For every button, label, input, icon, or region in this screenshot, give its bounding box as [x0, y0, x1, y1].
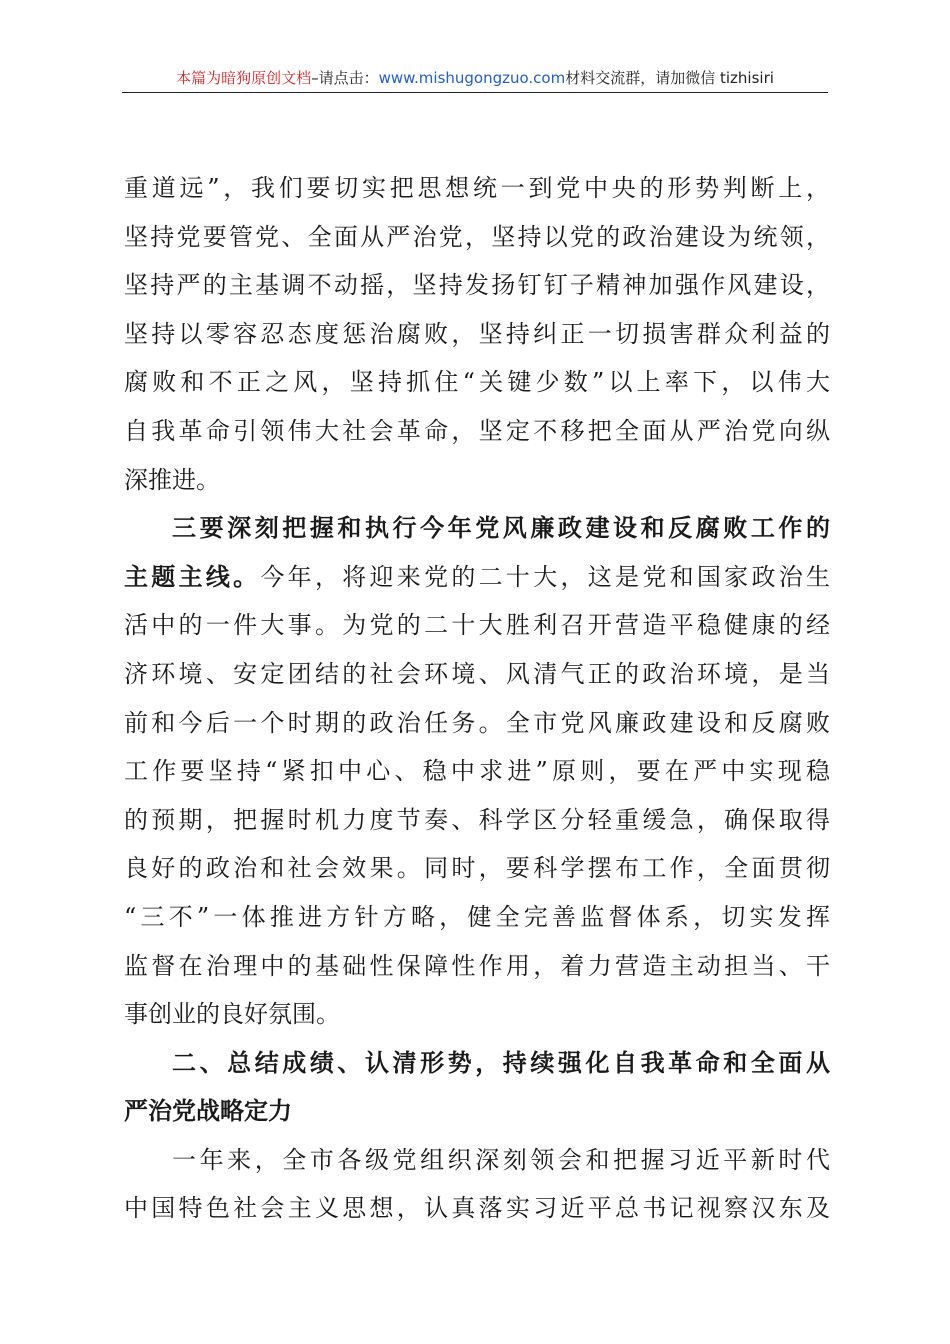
section3-heading: 三要深刻把握和执行今年党风廉政建设和反腐败工作的 — [172, 514, 830, 543]
header-original-notice: 本篇为暗狗原创文档 — [176, 69, 312, 87]
part2-heading: 二、总结成绩、认清形势，持续强化自我革命和全面从 — [172, 1048, 830, 1077]
body-line: 事创业的良好氛围。 — [124, 1000, 340, 1029]
body-line: 坚持严的主基调不动摇，坚持发扬钉钉子精神加强作风建设， — [124, 271, 830, 300]
body-line: 活中的一件大事。为党的二十大胜利召开营造平稳健康的经 — [124, 611, 830, 640]
body-line: 的预期，把握时机力度节奏、科学区分轻重缓急，确保取得 — [124, 805, 830, 834]
part2-heading-continued: 严治党战略定力 — [124, 1097, 292, 1126]
body-line: 腐败和不正之风，坚持抓住“关键少数”以上率下，以伟大 — [124, 368, 830, 397]
header-wechat-note: 材料交流群，请加微信 tizhisiri — [565, 69, 774, 87]
body-line: 中国特色社会主义思想，认真落实习近平总书记视察汉东及 — [124, 1194, 830, 1223]
header-divider — [122, 92, 828, 93]
body-line: 工作要坚持“紧扣中心、稳中求进”原则，要在严中实现稳 — [124, 757, 830, 786]
body-line: “三不”一体推进方针方略，健全完善监督体系，切实发挥 — [124, 902, 830, 931]
section3-heading-tail: 主题主线。 — [124, 562, 261, 591]
body-line: 一年来，全市各级党组织深刻领会和把握习近平新时代 — [172, 1145, 830, 1174]
body-line: 前和今后一个时期的政治任务。全市党风廉政建设和反腐败 — [124, 708, 830, 737]
document-header — [122, 66, 828, 90]
body-line: 监督在治理中的基础性保障性作用，着力营造主动担当、干 — [124, 951, 830, 980]
body-line: 济环境、安定团结的社会环境、风清气正的政治环境，是当 — [124, 659, 830, 688]
body-line: 深推进。 — [124, 465, 220, 494]
body-line: 坚持党要管党、全面从严治党，坚持以党的政治建设为统领， — [124, 222, 830, 251]
body-line: 自我革命引领伟大社会革命，坚定不移把全面从严治党向纵 — [124, 416, 830, 445]
body-line: 良好的政治和社会效果。同时，要科学摆布工作，全面贯彻 — [124, 854, 830, 883]
body-line: 重道远”，我们要切实把思想统一到党中央的形势判断上， — [124, 174, 830, 202]
body-line: 坚持以零容忍态度惩治腐败，坚持纠正一切损害群众利益的 — [124, 319, 830, 348]
header-website-link[interactable]: www.mishugongzuo.com — [378, 69, 566, 87]
section3-text-start: 今年，将迎来党的二十大，这是党和国家政治生 — [260, 562, 831, 591]
section3-heading-continued — [124, 553, 830, 602]
header-click-prompt: –请点击： — [311, 69, 379, 87]
document-body — [124, 164, 830, 1233]
